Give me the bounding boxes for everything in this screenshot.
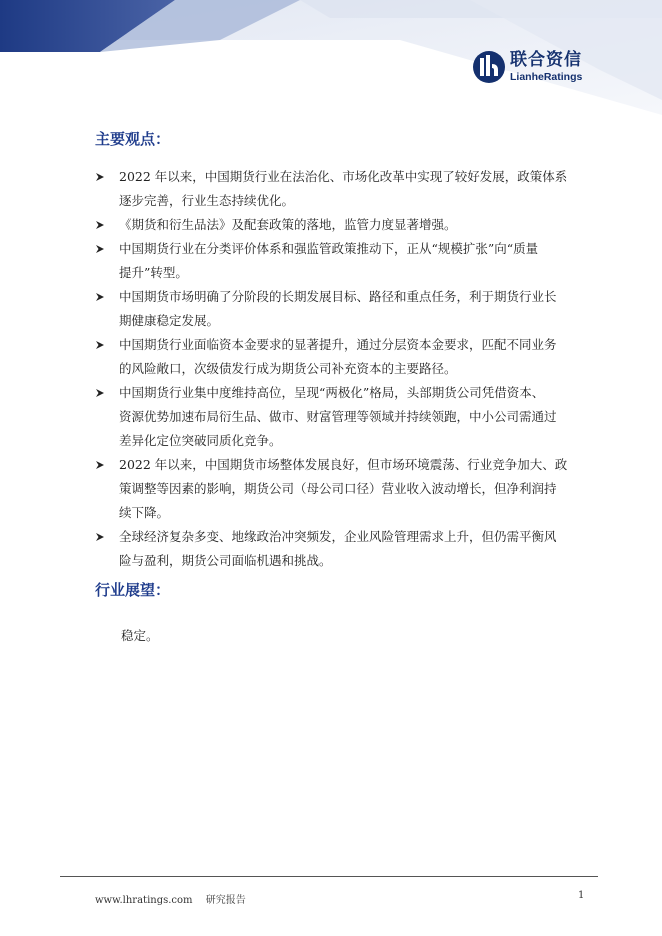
main-point-line: 中国期货市场明确了分阶段的长期发展目标、路径和重点任务，利于期货行业长 [119, 289, 557, 304]
main-point-line: 中国期货行业面临资本金要求的显著提升，通过分层资本金要求，匹配不同业务 [119, 337, 557, 352]
brand-name-en: LianheRatings [510, 70, 583, 83]
main-point-line: 逐步完善，行业生态持续优化。 [119, 193, 295, 208]
main-points-title: 主要观点： [95, 130, 171, 148]
main-point-line: 提升”转型。 [119, 265, 188, 280]
main-point-line: 中国期货行业集中度维持高位，呈现“两极化”格局，头部期货公司凭借资本、 [119, 385, 545, 400]
main-point-item [95, 525, 595, 573]
footer-website: www.lhratings.com [95, 895, 193, 906]
lianhe-logo-icon [472, 50, 506, 84]
main-point-line: 中国期货行业在分类评价体系和强监管政策推动下，正从“规模扩张”向“质量 [119, 241, 539, 256]
main-points-list [95, 165, 595, 573]
main-point-item [95, 381, 595, 453]
footer-info [95, 891, 256, 906]
main-point-item [95, 213, 595, 237]
arrow-bullet-icon [95, 237, 107, 261]
main-point-item [95, 453, 595, 525]
main-point-line: 《期货和衍生品法》及配套政策的落地，监管力度显著增强。 [119, 217, 457, 232]
brand-logo [472, 50, 582, 84]
main-point-line: 差异化定位突破同质化竞争。 [119, 433, 282, 448]
main-point-line: 的风险敞口，次级债发行成为期货公司补充资本的主要路径。 [119, 361, 457, 376]
arrow-bullet-icon [95, 333, 107, 357]
main-point-line: 2022 年以来，中国期货市场整体发展良好，但市场环境震荡、行业竞争加大、政 [119, 457, 568, 472]
arrow-bullet-icon [95, 165, 107, 189]
main-point-line: 资源优势加速布局衍生品、做市、财富管理等领域并持续领跑，中小公司需通过 [119, 409, 557, 424]
main-point-item [95, 165, 595, 213]
main-point-line: 险与盈利，期货公司面临机遇和挑战。 [119, 553, 332, 568]
main-point-line: 续下降。 [119, 505, 170, 520]
brand-name-cn: 联合资信 [510, 49, 582, 70]
arrow-bullet-icon [95, 453, 107, 477]
arrow-bullet-icon [95, 381, 107, 405]
outlook-text: 稳定。 [121, 628, 159, 643]
arrow-bullet-icon [95, 525, 107, 549]
footer-divider [60, 876, 598, 877]
outlook-title: 行业展望： [95, 581, 171, 599]
main-point-line: 全球经济复杂多变、地缘政治冲突频发，企业风险管理需求上升，但仍需平衡风 [119, 529, 557, 544]
main-point-line: 2022 年以来，中国期货行业在法治化、市场化改革中实现了较好发展，政策体系 [119, 169, 568, 184]
footer-label: 研究报告 [205, 895, 246, 906]
arrow-bullet-icon [95, 285, 107, 309]
arrow-bullet-icon [95, 213, 107, 237]
main-point-line: 策调整等因素的影响，期货公司（母公司口径）营业收入波动增长，但净利润持 [119, 481, 557, 496]
page-number: 1 [578, 890, 585, 901]
main-point-item [95, 333, 595, 381]
main-point-line: 期健康稳定发展。 [119, 313, 220, 328]
main-point-item [95, 237, 595, 285]
main-point-item [95, 285, 595, 333]
